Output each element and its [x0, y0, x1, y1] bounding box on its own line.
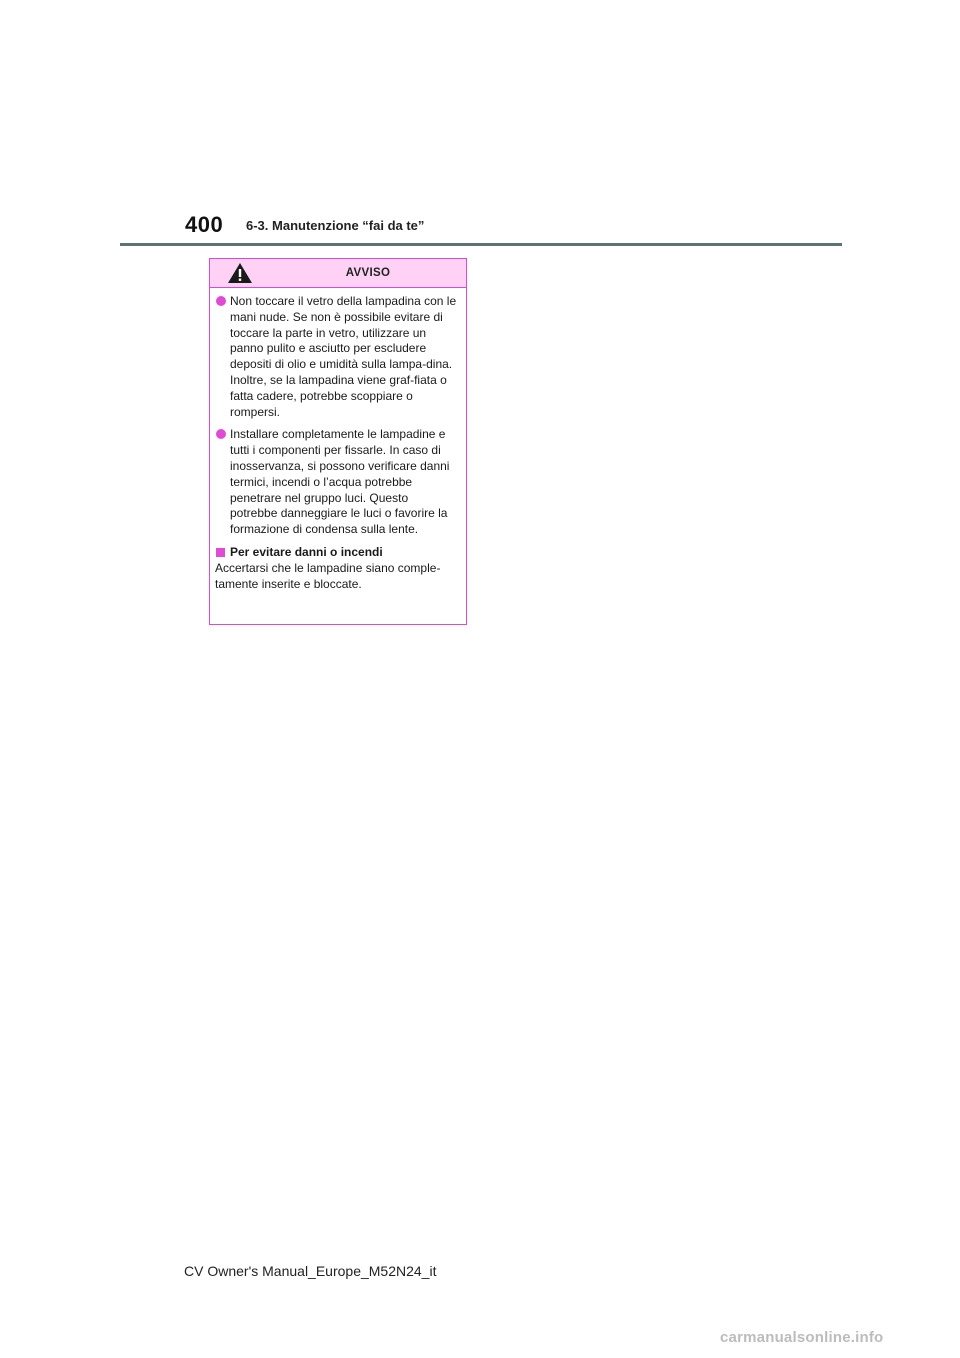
warning-bullet — [215, 427, 458, 538]
warning-triangle-icon — [227, 262, 253, 284]
warning-bullet-text: Non toccare il vetro della lampadina con le mani nude. Se non è possibile evitare di toccare la parte in vetro, utilizzare un panno pulito e asciutto per escludere depositi di olio e umidità sulla lampa-dina. Inoltre, se la lampadina viene graf-fiata o fatta cadere, potrebbe scoppiare o rompersi. — [230, 294, 457, 419]
square-bullet-icon — [216, 548, 225, 557]
footer-manual-id: CV Owner's Manual_Europe_M52N24_it — [184, 1263, 437, 1279]
warning-bullet-text: Installare completamente le lampadine e tutti i componenti per fissarle. In caso di inosservanza, si possono verificare danni termici, incendi o l’acqua potrebbe penetrare nel gruppo luci. Questo potrebbe danneggiare le luci o favorire la formazione di condensa sulla lente. — [230, 427, 450, 537]
header-divider — [120, 243, 842, 246]
watermark: carmanualsonline.info — [720, 1329, 884, 1346]
warning-subparagraph: Accertarsi che le lampadine siano comple-tamente inserite e bloccate. — [215, 560, 441, 591]
warning-bullet — [215, 294, 458, 420]
warning-box — [209, 258, 467, 625]
warning-body — [210, 288, 466, 592]
bullet-dot-icon — [216, 296, 226, 306]
warning-header — [210, 259, 466, 288]
page-number: 400 — [185, 212, 224, 237]
section-title: 6-3. Manutenzione “fai da te” — [246, 218, 425, 233]
warning-subheading-row — [215, 545, 458, 561]
warning-subheading: Per evitare danni o incendi — [230, 544, 383, 559]
warning-title: AVVISO — [345, 267, 391, 279]
bullet-dot-icon — [216, 429, 226, 439]
